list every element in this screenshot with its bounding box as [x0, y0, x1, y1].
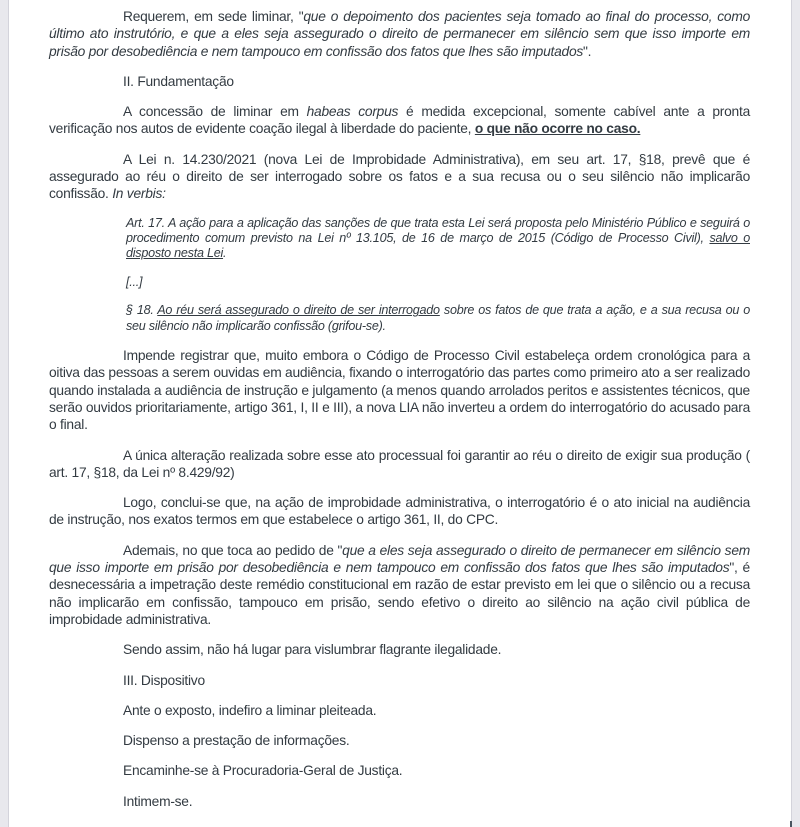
section-heading-dispositivo: III. Dispositivo [123, 672, 205, 688]
page-border-tick [790, 821, 792, 827]
dispenso-line: Dispenso a prestação de informações. [123, 733, 350, 749]
quote-art-17: Art. 17. A ação para a aplicação das sanções de que trata esta Lei será proposta pelo Ministério Público e seguirá o procedimento comum previsto na Lei nº 13.105, de 16 de março de 2015 (Código de Processo Civil), salvo o disposto nesta Lei. [126, 215, 750, 261]
concessao-paragraph: A concessão de liminar em habeas corpus é medida excepcional, somente cabível ante a pronta verificação nos autos de evidente coação ilegal à liberdade do paciente, o que não ocorre no caso. [49, 104, 750, 137]
document-body [9, 0, 791, 827]
logo-conclui-paragraph: Logo, conclui-se que, na ação de improbidade administrativa, o interrogatório é o ato inicial na audiência de instrução, nos exatos termos em que estabelece o artigo 361, II, do CPC. [49, 495, 750, 528]
impende-paragraph: Impende registrar que, muito embora o Código de Processo Civil estabeleça ordem cronológica para a oitiva das pessoas a serem ouvidas em audiência, fixando o interrogatório das partes como primeiro ato a ser realizado quando instalada a audiência de instrução e julgamento (a menos quando arrolados peritos e assistentes técnicos, que serão ouvidos prioritariamente, artigo 361, I, II e III), a nova LIA não inverteu a ordem do interrogatório do acusado para o final. [49, 348, 750, 433]
sendo-assim-line: Sendo assim, não há lugar para vislumbrar flagrante ilegalidade. [123, 642, 502, 658]
section-heading-fundamentacao: II. Fundamentação [123, 73, 234, 89]
intimem-line: Intimem-se. [123, 793, 193, 809]
ademais-paragraph: Ademais, no que toca ao pedido de "que a eles seja assegurado o direito de permanecer em silêncio sem que isso importe em prisão por desobediência e nem tampouco em confissão dos fatos que lhes são imputados", é desnecessária a impetração deste remédio constitucional em razão de estar previsto em lei que o silêncio ou a recusa não implicarão em confissão, tampouco em prisão, sendo efetivo o direito ao silêncio na ação civil pública de improbidade administrativa. [49, 542, 750, 627]
lei-14230-paragraph: A Lei n. 14.230/2021 (nova Lei de Improbidade Administrativa), em seu art. 17, §18, prevê que é assegurado ao réu o direito de ser interrogado sobre os fatos e a sua recusa ou o seu silêncio não implicarão confissão. In verbis: [49, 151, 750, 202]
quote-paragrafo-18: § 18. Ao réu será assegurado o direito de ser interrogado sobre os fatos de que trata a ação, e a sua recusa ou o seu silêncio não implicarão confissão (grifou-se). [126, 303, 751, 333]
page-right-gutter [791, 0, 800, 827]
encaminhe-line: Encaminhe-se à Procuradoria-Geral de Justiça. [123, 763, 403, 779]
unica-alteracao-paragraph: A única alteração realizada sobre esse ato processual foi garantir ao réu o direito de exigir sua produção ( art. 17, §18, da Lei nº 8.429/92) [49, 447, 750, 480]
ante-o-exposto-line: Ante o exposto, indefiro a liminar pleiteada. [123, 702, 377, 718]
page-left-gutter [0, 0, 9, 827]
quote-ellipsis: [...] [126, 274, 143, 289]
requerem-paragraph: Requerem, em sede liminar, "que o depoimento dos pacientes seja tomado ao final do processo, como último ato instrutório, e que a eles seja assegurado o direito de permanecer em silêncio sem que isso importe em prisão por desobediência e nem tampouco em confissão dos fatos que lhes são imputados". [49, 9, 750, 59]
